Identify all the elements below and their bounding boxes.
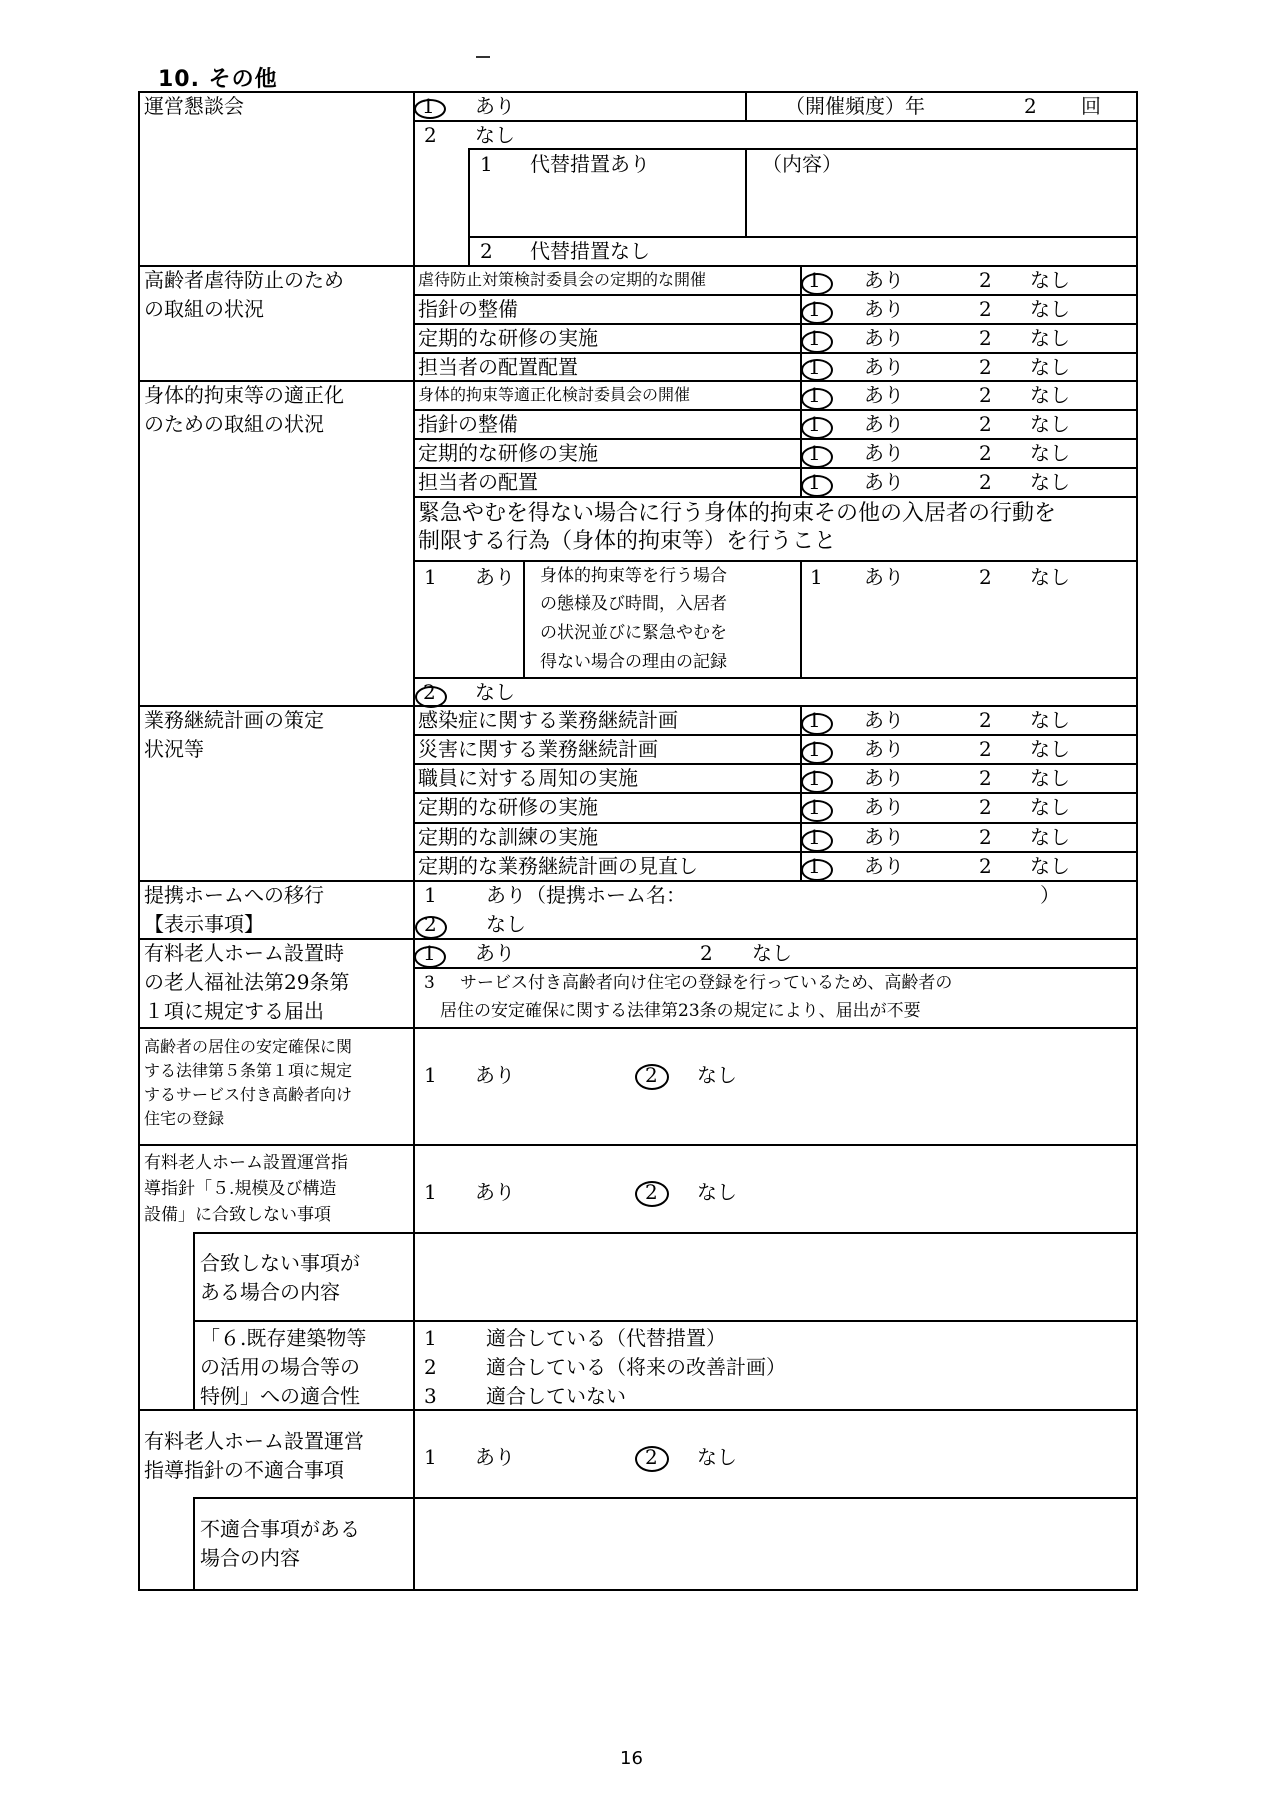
fit-option-number: 2 — [424, 1355, 437, 1379]
emergency-yes: あり — [475, 565, 515, 589]
yes-label: あり — [864, 383, 904, 407]
no-label: なし — [1030, 737, 1070, 761]
guideline5-yes-number: 1 — [424, 1180, 437, 1204]
abuse-item-text: 虐待防止対策検討委員会の定期的な開催 — [418, 270, 707, 289]
no-label: なし — [1030, 355, 1070, 379]
record-text-line2: の態様及び時間，入居者 — [540, 594, 727, 614]
section-rule — [138, 1027, 1138, 1029]
fit-option-text: 適合している（代替措置） — [486, 1326, 726, 1350]
selection-circle — [414, 946, 446, 968]
no-number: 2 — [979, 737, 992, 761]
restraint-item-text: 定期的な研修の実施 — [418, 441, 598, 465]
notification-exempt-number: 3 — [424, 973, 435, 993]
selection-circle — [801, 859, 833, 881]
no-number: 2 — [979, 355, 992, 379]
selection-circle — [801, 331, 833, 353]
yes-number: 1 — [808, 383, 821, 407]
special-case-label-line2: の活用の場合等の — [200, 1355, 360, 1379]
yes-number: 1 — [808, 766, 821, 790]
selection-circle — [801, 302, 833, 324]
rule — [413, 560, 1138, 562]
rule — [193, 1497, 195, 1591]
selection-circle — [414, 99, 446, 119]
no-label: なし — [1030, 412, 1070, 436]
restraint-label-line2: のための取組の状況 — [144, 412, 324, 436]
no-number: 2 — [979, 708, 992, 732]
no-label: なし — [1030, 708, 1070, 732]
rule — [745, 148, 747, 236]
selection-circle — [415, 686, 447, 708]
alt-measure-yes-number: 1 — [480, 152, 493, 176]
yes-number: 1 — [808, 268, 821, 292]
selection-circle — [801, 742, 833, 764]
alt-measure-content-label: （内容） — [762, 152, 842, 176]
bcp-item-text: 定期的な訓練の実施 — [418, 825, 598, 849]
alt-measure-yes: 代替措置あり — [530, 152, 650, 176]
no-number: 2 — [979, 470, 992, 494]
selection-circle — [801, 417, 833, 439]
rule — [413, 496, 1138, 498]
section-title: 10. その他 — [158, 67, 278, 92]
no-number: 2 — [979, 795, 992, 819]
nonconform-label-line1: 有料老人ホーム設置運営 — [144, 1429, 364, 1453]
guideline5-label-line3: 設備」に合致しない事項 — [144, 1205, 331, 1225]
meeting-option-no: なし — [475, 123, 515, 147]
registration-no: なし — [697, 1063, 737, 1087]
rule — [193, 1497, 1138, 1499]
record-text-line4: 得ない場合の理由の記録 — [540, 652, 727, 672]
meeting-option-yes-number: 1 — [422, 94, 435, 118]
rule — [745, 91, 747, 120]
no-label: なし — [1030, 441, 1070, 465]
yes-label: あり — [864, 795, 904, 819]
yes-number: 1 — [808, 355, 821, 379]
selection-circle — [801, 388, 833, 410]
bcp-item-text: 職員に対する周知の実施 — [418, 766, 638, 790]
notification-yes-number: 1 — [423, 941, 436, 965]
no-label: なし — [1030, 326, 1070, 350]
no-number: 2 — [979, 854, 992, 878]
yes-number: 1 — [808, 854, 821, 878]
nonconform-yes: あり — [475, 1445, 515, 1469]
no-number: 2 — [979, 825, 992, 849]
restraint-item-text: 担当者の配置 — [418, 470, 538, 494]
registration-label-line2: する法律第５条第１項に規定 — [144, 1061, 353, 1080]
partner-no-number: 2 — [424, 912, 437, 936]
partner-yes-number: 1 — [424, 883, 437, 907]
selection-circle — [635, 1064, 669, 1090]
restraint-item-text: 身体的拘束等適正化検討委員会の開催 — [418, 385, 691, 404]
rule — [413, 967, 1138, 969]
nonconform-label-line2: 指導指針の不適合事項 — [144, 1458, 344, 1482]
notification-yes: あり — [475, 941, 515, 965]
alt-measure-no-number: 2 — [480, 239, 493, 263]
no-label: なし — [1030, 825, 1070, 849]
selection-circle — [415, 916, 447, 939]
guideline5-label-line1: 有料老人ホーム設置運営指 — [144, 1153, 348, 1173]
page-number: 16 — [620, 1748, 643, 1769]
notification-label-line1: 有料老人ホーム設置時 — [144, 941, 344, 965]
meeting-option-yes: あり — [475, 94, 515, 118]
selection-circle — [635, 1446, 669, 1472]
special-case-label-line3: 特例」への適合性 — [200, 1384, 360, 1408]
yes-number: 1 — [808, 470, 821, 494]
fit-option-text: 適合していない — [486, 1384, 626, 1408]
rule — [523, 560, 525, 677]
emergency-no: なし — [475, 680, 515, 704]
emergency-text-line1: 緊急やむを得ない場合に行う身体的拘束その他の入居者の行動を — [418, 501, 1057, 526]
yes-number: 1 — [808, 412, 821, 436]
bcp-label-line1: 業務継続計画の策定 — [144, 708, 324, 732]
selection-circle — [801, 713, 833, 735]
no-label: なし — [1030, 766, 1070, 790]
no-number: 2 — [979, 326, 992, 350]
notification-exempt-line1: サービス付き高齢者向け住宅の登録を行っているため、高齢者の — [460, 973, 953, 993]
emergency-text-line2: 制限する行為（身体的拘束等）を行うこと — [418, 529, 837, 554]
yes-label: あり — [864, 268, 904, 292]
registration-no-number: 2 — [645, 1063, 658, 1087]
meeting-option-no-number: 2 — [424, 123, 437, 147]
registration-label-line4: 住宅の登録 — [144, 1109, 225, 1128]
meeting-frequency-value: 2 — [1024, 94, 1037, 118]
no-number: 2 — [979, 383, 992, 407]
meeting-label: 運営懇談会 — [144, 94, 244, 118]
yes-label: あり — [864, 326, 904, 350]
scan-mark — [476, 56, 490, 58]
guideline5-no: なし — [697, 1180, 737, 1204]
record-text-line3: の状況並びに緊急やむを — [540, 623, 727, 643]
bcp-item-text: 定期的な研修の実施 — [418, 795, 598, 819]
rule — [193, 1232, 1138, 1234]
nonconform-content-label-line1: 不適合事項がある — [200, 1517, 360, 1541]
yes-label: あり — [864, 766, 904, 790]
bcp-item-text: 定期的な業務継続計画の見直し — [418, 854, 698, 878]
no-number: 2 — [979, 412, 992, 436]
yes-number: 1 — [808, 326, 821, 350]
notification-no-number: 2 — [700, 941, 713, 965]
registration-yes-number: 1 — [424, 1063, 437, 1087]
abuse-label-line2: の取組の状況 — [144, 297, 264, 321]
fit-option-number: 3 — [424, 1384, 437, 1408]
rule — [193, 1320, 1138, 1322]
notification-label-line2: の老人福祉法第29条第 — [144, 970, 350, 994]
special-case-label-line1: 「６.既存建築物等 — [200, 1326, 367, 1350]
yes-number: 1 — [808, 441, 821, 465]
partner-label-line1: 提携ホームへの移行 — [144, 883, 324, 907]
record-yes-number: 1 — [810, 565, 823, 589]
no-number: 2 — [979, 441, 992, 465]
yes-label: あり — [864, 708, 904, 732]
fit-option-number: 1 — [424, 1326, 437, 1350]
yes-label: あり — [864, 412, 904, 436]
rule — [413, 120, 1138, 122]
yes-label: あり — [864, 737, 904, 761]
no-label: なし — [1030, 268, 1070, 292]
no-label: なし — [1030, 795, 1070, 819]
nonconform-no-number: 2 — [645, 1445, 658, 1469]
partner-no: なし — [486, 912, 526, 936]
mismatch-content-label-line2: ある場合の内容 — [200, 1280, 340, 1304]
guideline5-yes: あり — [475, 1180, 515, 1204]
rule — [413, 677, 1138, 679]
yes-label: あり — [864, 825, 904, 849]
partner-name-close: ） — [1040, 883, 1060, 907]
mismatch-content-label-line1: 合致しない事項が — [200, 1251, 360, 1275]
bcp-label-line2: 状況等 — [144, 737, 204, 761]
emergency-yes-number: 1 — [424, 565, 437, 589]
guideline5-label-line2: 導指針「５.規模及び構造 — [144, 1179, 337, 1199]
meeting-frequency-unit: 回 — [1081, 94, 1101, 118]
guideline5-no-number: 2 — [645, 1180, 658, 1204]
no-label: なし — [1030, 854, 1070, 878]
record-no-number: 2 — [979, 565, 992, 589]
yes-label: あり — [864, 441, 904, 465]
record-yes: あり — [864, 565, 904, 589]
bcp-item-text: 災害に関する業務継続計画 — [418, 737, 658, 761]
selection-circle — [801, 446, 833, 468]
no-label: なし — [1030, 470, 1070, 494]
yes-label: あり — [864, 297, 904, 321]
restraint-label-line1: 身体的拘束等の適正化 — [144, 383, 344, 407]
selection-circle — [635, 1181, 669, 1207]
no-label: なし — [1030, 383, 1070, 407]
rule — [800, 560, 802, 677]
bcp-item-text: 感染症に関する業務継続計画 — [418, 708, 678, 732]
partner-label-line2: 【表示事項】 — [144, 912, 264, 936]
registration-label-line1: 高齢者の居住の安定確保に関 — [144, 1037, 353, 1056]
nonconform-yes-number: 1 — [424, 1445, 437, 1469]
partner-yes: あり（提携ホーム名： — [486, 883, 686, 907]
selection-circle — [801, 771, 833, 793]
yes-number: 1 — [808, 825, 821, 849]
record-no: なし — [1030, 565, 1070, 589]
section-rule — [138, 1144, 1138, 1146]
selection-circle — [801, 830, 833, 852]
notification-exempt-line2: 居住の安定確保に関する法律第23条の規定により、届出が不要 — [440, 1001, 921, 1021]
yes-number: 1 — [808, 737, 821, 761]
yes-number: 1 — [808, 795, 821, 819]
selection-circle — [801, 273, 833, 295]
no-number: 2 — [979, 766, 992, 790]
notification-label-line3: １項に規定する届出 — [144, 999, 324, 1023]
col-divider-label — [413, 91, 415, 1591]
yes-label: あり — [864, 470, 904, 494]
no-number: 2 — [979, 297, 992, 321]
yes-number: 1 — [808, 297, 821, 321]
selection-circle — [801, 359, 833, 381]
yes-label: あり — [864, 854, 904, 878]
no-number: 2 — [979, 268, 992, 292]
registration-yes: あり — [475, 1063, 515, 1087]
notification-no: なし — [752, 941, 792, 965]
record-text-line1: 身体的拘束等を行う場合 — [540, 566, 727, 586]
abuse-item-text: 指針の整備 — [418, 297, 518, 321]
nonconform-no: なし — [697, 1445, 737, 1469]
selection-circle — [801, 800, 833, 822]
meeting-frequency-label: （開催頻度）年 — [785, 94, 925, 118]
abuse-item-text: 定期的な研修の実施 — [418, 326, 598, 350]
yes-label: あり — [864, 355, 904, 379]
rule — [468, 148, 470, 265]
registration-label-line3: するサービス付き高齢者向け — [144, 1085, 353, 1104]
no-label: なし — [1030, 297, 1070, 321]
abuse-label-line1: 高齢者虐待防止のため — [144, 268, 344, 292]
selection-circle — [801, 475, 833, 497]
nonconform-content-label-line2: 場合の内容 — [200, 1546, 300, 1570]
abuse-item-text: 担当者の配置配置 — [418, 355, 578, 379]
yes-number: 1 — [808, 708, 821, 732]
restraint-item-text: 指針の整備 — [418, 412, 518, 436]
emergency-no-number: 2 — [423, 680, 436, 704]
alt-measure-no: 代替措置なし — [530, 239, 650, 263]
fit-option-text: 適合している（将来の改善計画） — [486, 1355, 786, 1379]
